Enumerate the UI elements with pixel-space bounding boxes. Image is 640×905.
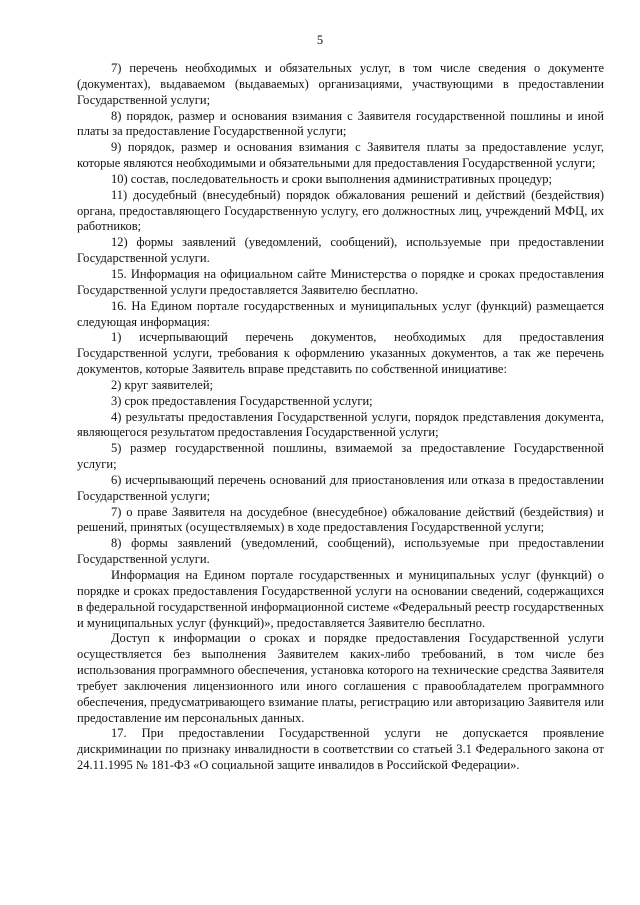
- portal-item-8-forms: 8) формы заявлений (уведомлений, сообщений), используемые при предоставлении Государственной услуги.: [77, 536, 604, 567]
- paragraph-access-to-info: Доступ к информации о сроках и порядке предоставления Государственной услуги осуществляется без выполнения Заявителем каких-либо требований, в том числе без использования программного обеспечения, установка которого на технические средства Заявителя требует заключения лицензионного или иного соглашения с правообладателем программного обеспечения, предусматривающего взимание платы, регистрацию или авторизацию Заявителя или предоставление им персональных данных.: [77, 631, 604, 725]
- paragraph-10-procedures: 10) состав, последовательность и сроки выполнения административных процедур;: [111, 171, 552, 186]
- portal-item-2-applicants: 2) круг заявителей;: [111, 377, 213, 392]
- portal-item-1-documents: 1) исчерпывающий перечень документов, необходимых для предоставления Государственной услуги, требования к оформлению указанных документов, а так же перечень документов, которые Заявитель вправе представить по собственной инициативе:: [77, 330, 604, 377]
- paragraph-9-service-fee-order: 9) порядок, размер и основания взимания с Заявителя платы за предоставление услуг, которые являются необходимыми и обязательными для предоставления Государственной услуги;: [77, 140, 604, 171]
- portal-item-5-state-fee: 5) размер государственной пошлины, взимаемой за предоставление Государственной услуги;: [77, 441, 604, 472]
- portal-item-7-appeal-right: 7) о праве Заявителя на досудебное (внесудебное) обжалование действий (бездействия) и решений, принятых (осуществляемых) в ходе предоставления Государственной услуги;: [77, 504, 604, 535]
- clause-15-ministry-site-info: 15. Информация на официальном сайте Министерства о порядке и сроках предоставления Государственной услуги предоставляется Заявителю бесплатно.: [77, 266, 604, 297]
- paragraph-8-fee-order: 8) порядок, размер и основания взимания с Заявителя государственной пошлины и иной платы за предоставление Государственной услуги;: [77, 108, 604, 139]
- portal-item-4-results: 4) результаты предоставления Государственной услуги, порядок представления документа, являющегося результатом предоставления Государственной услуги;: [77, 409, 604, 440]
- paragraph-portal-free-info: Информация на Едином портале государственных и муниципальных услуг (функций) о порядке и сроках предоставления Государственной услуги на основании сведений, содержащихся в федеральной государственной информационной системе «Федеральный реестр государственных и муниципальных услуг (функций)», предоставляется Заявителю бесплатно.: [77, 568, 604, 630]
- portal-item-3-term: 3) срок предоставления Государственной услуги;: [111, 393, 373, 408]
- portal-item-6-refusal-grounds: 6) исчерпывающий перечень оснований для приостановления или отказа в предоставлении Государственной услуги;: [77, 472, 604, 503]
- paragraph-12-application-forms: 12) формы заявлений (уведомлений, сообщений), используемые при предоставлении Государственной услуги.: [77, 235, 604, 266]
- document-body: [77, 61, 604, 774]
- clause-16-portal-info: 16. На Едином портале государственных и муниципальных услуг (функций) размещается следующая информация:: [77, 298, 604, 329]
- paragraph-11-appeal-order: 11) досудебный (внесудебный) порядок обжалования решений и действий (бездействия) органа, предоставляющего Государственную услугу, его должностных лиц, учреждений МФЦ, их работников;: [77, 187, 604, 234]
- clause-17-non-discrimination: 17. При предоставлении Государственной услуги не допускается проявление дискриминации по признаку инвалидности в соответствии со статьей 3.1 Федерального закона от 24.11.1995 № 181-ФЗ «О социальной защите инвалидов в Российской Федерации».: [77, 726, 604, 773]
- page-number: 5: [316, 33, 324, 47]
- paragraph-7-necessary-services: 7) перечень необходимых и обязательных услуг, в том числе сведения о документе (документах), выдаваемом (выдаваемых) организациями, участвующими в предоставлении Государственной услуги;: [77, 61, 604, 107]
